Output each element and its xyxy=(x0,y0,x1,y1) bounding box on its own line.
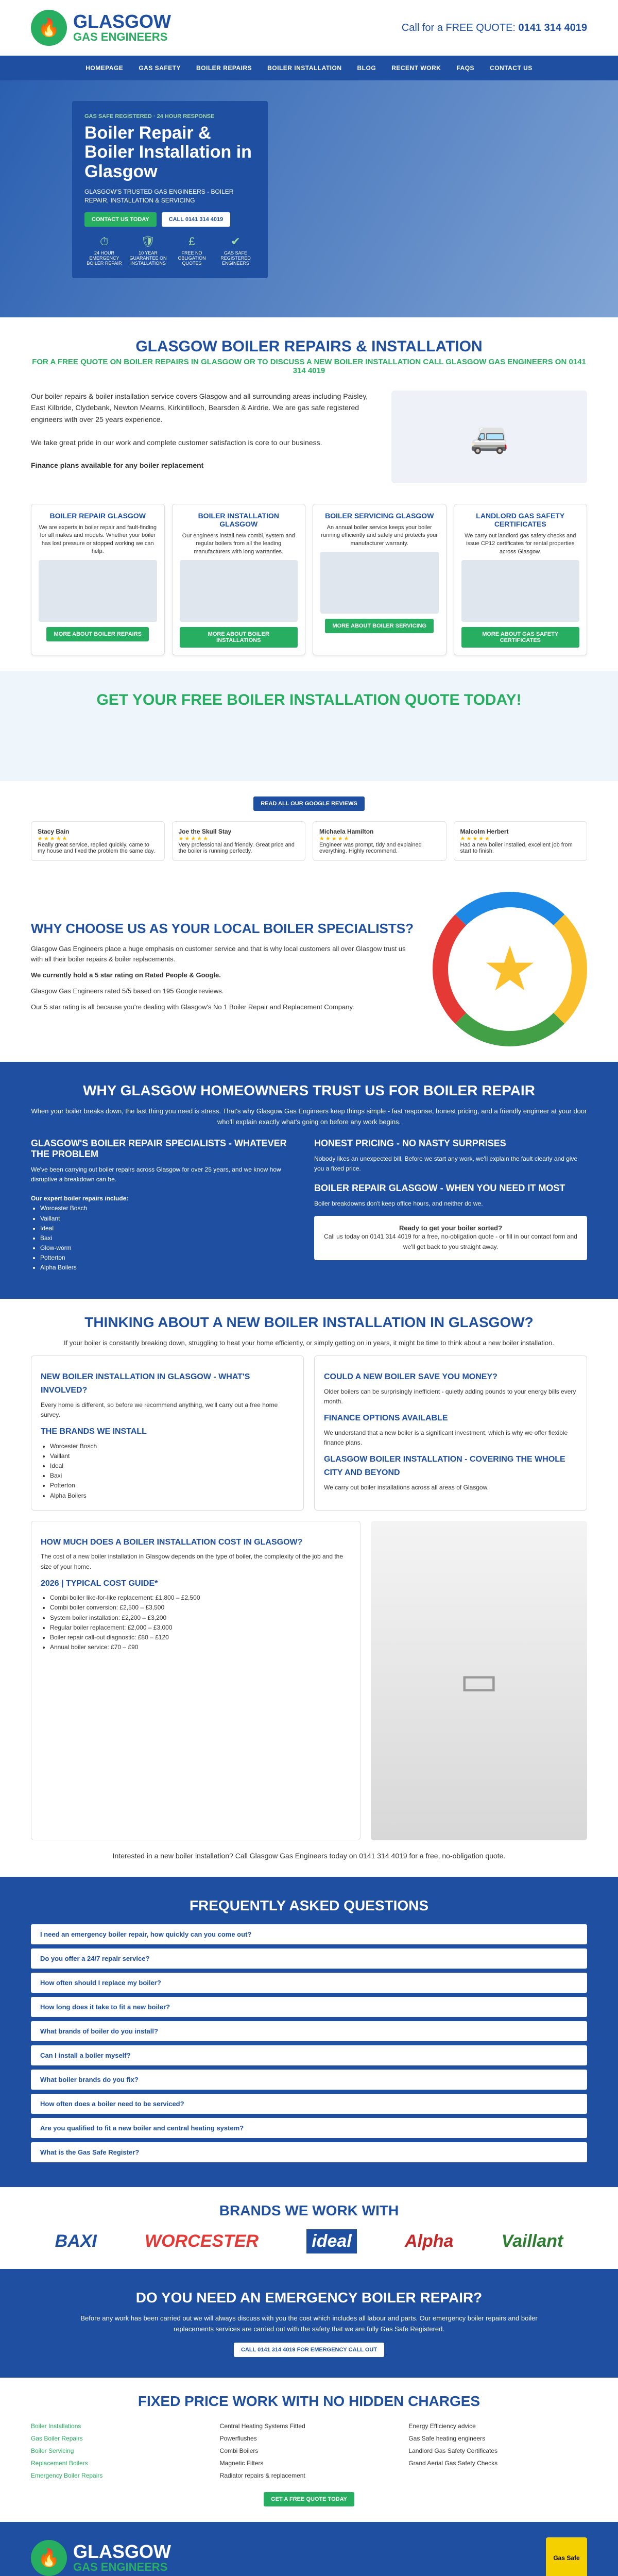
nav-item[interactable]: CONTACT US xyxy=(490,64,533,72)
faq-item[interactable]: What brands of boiler do you install? xyxy=(31,2021,587,2041)
brand-logo: BAXI xyxy=(55,2231,97,2251)
stars-icon: ★★★★★ xyxy=(319,836,350,842)
trust-col-text: Nobody likes an unexpected bill. Before we start any work, we'll explain the fault clearly and give you a fixed price. xyxy=(314,1155,578,1172)
van-image: 🚐 xyxy=(391,391,587,483)
box-title: THE BRANDS WE INSTALL xyxy=(41,1427,147,1436)
price-item: Powerflushes xyxy=(219,2435,257,2443)
emerg-text: Before any work has been carried out we will always discuss with you the cost which includes all labour and parts. Our emergency boiler repairs and boiler replacements services are carried out with the safety that we are fully Gas Safe Registered. xyxy=(80,2314,538,2333)
box-title: COULD A NEW BOILER SAVE YOU MONEY? xyxy=(324,1372,497,1382)
box-title: NEW BOILER INSTALLATION IN GLASGOW - WHAT'S INVOLVED? xyxy=(41,1372,250,1395)
reviewer-name: Malcolm Herbert xyxy=(460,828,509,836)
card-title: BOILER SERVICING GLASGOW xyxy=(325,512,434,520)
brand-logo: Vaillant xyxy=(501,2231,563,2251)
trust-col-text: We've been carrying out boiler repairs across Glasgow for over 25 years, and we know how disruptive a breakdown can be. xyxy=(31,1165,281,1183)
call-button[interactable]: CALL 0141 314 4019 xyxy=(162,212,231,227)
nav-item[interactable]: GAS SAFETY xyxy=(139,64,181,72)
boiler-image: ▭ xyxy=(371,1521,587,1840)
header-phone[interactable]: 0141 314 4019 xyxy=(518,22,587,33)
pound-icon: £ xyxy=(188,234,195,248)
card-button[interactable]: MORE ABOUT GAS SAFETY CERTIFICATES xyxy=(461,627,580,648)
price-item: Grand Aerial Gas Safety Checks xyxy=(408,2460,498,2467)
hero-text: GLASGOW'S TRUSTED GAS ENGINEERS - BOILER REPAIR, INSTALLATION & SERVICING xyxy=(84,188,234,204)
service-card xyxy=(172,504,306,655)
info-box xyxy=(314,1355,587,1510)
footer-logo-tagline: GAS ENGINEERS xyxy=(73,2561,168,2574)
brands-title: BRANDS WE WORK WITH xyxy=(219,2202,399,2218)
brand-logo: Alpha xyxy=(404,2231,454,2251)
reviewer-name: Michaela Hamilton xyxy=(319,828,374,836)
cost-box: HOW MUCH DOES A BOILER INSTALLATION COST IN GLASGOW? The cost of a new boiler installation in Glasgow depends on the type of boiler, the complexity of the job and the size of your home. 2026 | TYPICAL COST GUIDE* • Combi boiler like-for-like replacement: £1,800 – £2,500 • Combi boiler conversion: £2,500 – £3,500 • System boiler installation: £2,200 – £3,200 • Regular boiler replacement: £2,000 – £3,000 • Boiler repair call-out diagnostic: £80 – £120 • Annual boiler service: £70 – £90 xyxy=(31,1521,360,1840)
trust-col-title: BOILER REPAIR GLASGOW - WHEN YOU NEED IT MOST xyxy=(314,1183,565,1194)
reviewer-name: Stacy Bain xyxy=(38,828,70,836)
logo-name: GLASGOW xyxy=(73,10,171,32)
gas-safe-logo: Gas Safe xyxy=(546,2537,587,2576)
card-button[interactable]: MORE ABOUT BOILER SERVICING xyxy=(325,619,434,633)
free-quote-button[interactable]: GET A FREE QUOTE TODAY xyxy=(264,2492,354,2506)
price-title: FIXED PRICE WORK WITH NO HIDDEN CHARGES xyxy=(138,2393,480,2410)
intro-subtitle: FOR A FREE QUOTE ON BOILER REPAIRS IN GLASGOW OR TO DISCUSS A NEW BOILER INSTALLATION CALL GLASGOW GAS ENGINEERS ON 0141 314 4019 xyxy=(32,358,586,375)
box-text: Every home is different, so before we recommend anything, we'll carry out a free home survey. xyxy=(41,1401,278,1418)
review-card xyxy=(31,821,165,861)
nav-item[interactable]: BOILER INSTALLATION xyxy=(267,64,342,72)
call-prefix: Call for a FREE QUOTE: xyxy=(401,22,516,33)
card-title: BOILER REPAIR GLASGOW xyxy=(49,512,146,520)
service-card xyxy=(313,504,447,655)
price-link[interactable]: Replacement Boilers xyxy=(31,2460,88,2467)
why-paragraph: Glasgow Gas Engineers place a huge emphasis on customer service and that is why local customers all over Glasgow trust us with all their boiler repairs & boiler replacements. xyxy=(31,944,406,963)
service-card xyxy=(31,504,165,655)
review-text: Had a new boiler installed, excellent job from start to finish. xyxy=(460,842,573,855)
card-text: Our engineers install new combi, system and regular boilers from all the leading manufacturers with long warranties. xyxy=(182,533,295,555)
hero-box xyxy=(72,101,268,278)
star-logo-icon: ★ xyxy=(433,892,587,1046)
review-text: Really great service, replied quickly, came to my house and fixed the problem the same day. xyxy=(38,842,155,855)
ready-box xyxy=(314,1216,587,1260)
faq-section xyxy=(0,1877,618,2187)
review-text: Engineer was prompt, tidy and explained everything. Highly recommend. xyxy=(319,842,422,855)
footer xyxy=(0,2522,618,2576)
trust-section: WHY GLASGOW HOMEOWNERS TRUST US FOR BOILER REPAIR When your boiler breaks down, the last thing you need is stress. That's why Glasgow Gas Engineers keep things simple - fast response, honest pricing, and a friendly engineer at your door who'll explain exactly what's going on before any work begins. GLASGOW'S BOILER REPAIR SPECIALISTS - WHATEVER THE PROBLEM We've been carrying out boiler repairs across Glasgow for over 25 years, and we know how disruptive a breakdown can be. Our expert boiler repairs include: • Worcester Bosch • Vaillant • Ideal • Baxi • Glow-worm • Potterton • Alpha Boilers HONEST PRICING - NO NASTY SURPRISES Nobody likes an unexpected bill. Before we start any work, we'll explain the fault clearly and give you a fixed price. BOILER REPAIR GLASGOW - WHEN YOU NEED IT MOST Boiler breakdowns don't keep office hours, and neither do we. Ready to get your boiler sorted? Call us today on 0141 314 4019 for a free, no-obligation quote - or fill in our contact form and we'll get back to you straight away. xyxy=(0,1062,618,1298)
emerg-title: DO YOU NEED AN EMERGENCY BOILER REPAIR? xyxy=(135,2289,483,2306)
nav-item[interactable]: RECENT WORK xyxy=(391,64,441,72)
trust-list-title: Our expert boiler repairs include: xyxy=(31,1195,129,1202)
intro-finance: Finance plans available for any boiler replacement xyxy=(31,461,204,470)
shield-icon: 🛡 xyxy=(141,234,156,248)
price-item: Combi Boilers xyxy=(219,2447,259,2455)
faq-item[interactable]: How often does a boiler need to be serviced? xyxy=(31,2094,587,2114)
logo-tagline: GAS ENGINEERS xyxy=(73,30,168,43)
faq-title: FREQUENTLY ASKED QUESTIONS xyxy=(189,1897,429,1913)
feature: £ FREE NO OBLIGATION QUOTES xyxy=(172,235,212,266)
why-paragraph: Our 5 star rating is all because you're dealing with Glasgow's No 1 Boiler Repair and Replacement Company. xyxy=(31,1003,354,1011)
brands-section xyxy=(31,2187,587,2269)
newb-cta: Interested in a new boiler installation? Call Glasgow Gas Engineers today on 0141 314 4019 for a free, no-obligation quote. xyxy=(112,1851,506,1860)
header-call[interactable] xyxy=(402,22,587,34)
card-image xyxy=(180,560,298,622)
nav-item[interactable]: FAQS xyxy=(456,64,475,72)
main-nav xyxy=(0,56,618,80)
faq-item[interactable]: What boiler brands do you fix? xyxy=(31,2070,587,2090)
reviewer-name: Joe the Skull Stay xyxy=(178,828,232,836)
newb-lead: If your boiler is constantly breaking down, struggling to heat your home efficiently, or simply getting on in years, it might be time to think about a new boiler installation. xyxy=(64,1338,554,1347)
card-button[interactable]: MORE ABOUT BOILER REPAIRS xyxy=(46,627,149,641)
intro-title: GLASGOW BOILER REPAIRS & INSTALLATION xyxy=(135,338,483,355)
review-card xyxy=(172,821,306,861)
ready-text: Call us today on 0141 314 4019 for a free, no-obligation quote - or fill in our contact form and we'll get back to you straight away. xyxy=(324,1233,577,1250)
trust-col-text: Boiler breakdowns don't keep office hours, and neither do we. xyxy=(314,1200,483,1208)
price-item: Central Heating Systems Fitted xyxy=(219,2422,305,2430)
card-button[interactable]: MORE ABOUT BOILER INSTALLATIONS xyxy=(180,627,298,648)
card-text: We carry out landlord gas safety checks and issue CP12 certificates for rental properties across Glasgow. xyxy=(465,533,576,555)
flame-icon: 🔥 xyxy=(31,10,67,46)
intro-paragraph: Our boiler repairs & boiler installation service covers Glasgow and all surrounding areas including Paisley, East Kilbride, Clydebank, Newton Mearns, Kirkintilloch, Bearsden & Airdrie. We are gas safe registered engineers with over 25 years experience. xyxy=(31,392,368,423)
quote-section xyxy=(0,671,618,781)
info-box: NEW BOILER INSTALLATION IN GLASGOW - WHAT'S INVOLVED? Every home is different, so before we recommend anything, we'll carry out a free home survey. THE BRANDS WE INSTALL • Worcester Bosch • Vaillant • Ideal • Baxi • Potterton • Alpha Boilers xyxy=(31,1355,304,1510)
why-title: WHY CHOOSE US AS YOUR LOCAL BOILER SPECIALISTS? xyxy=(31,920,414,936)
reviews xyxy=(31,781,587,876)
brand-logo: WORCESTER xyxy=(145,2231,259,2251)
cost-title: HOW MUCH DOES A BOILER INSTALLATION COST IN GLASGOW? xyxy=(41,1537,303,1547)
price-link[interactable]: Boiler Installations xyxy=(31,2422,81,2430)
faq-item[interactable]: I need an emergency boiler repair, how quickly can you come out? xyxy=(31,1924,587,1944)
box-title: GLASGOW BOILER INSTALLATION - COVERING THE WHOLE CITY AND BEYOND xyxy=(324,1455,565,1477)
card-text: We are experts in boiler repair and fault-finding for all makes and models. Whether your boiler has lost pressure or stopped working we can help. xyxy=(39,524,157,555)
trust-lead: When your boiler breaks down, the last thing you need is stress. That's why Glasgow Gas Engineers keep things simple - fast response, honest pricing, and a friendly engineer at your door who'll explain exactly what's going on before any work begins. xyxy=(31,1107,587,1126)
brand-logo: ideal xyxy=(306,2229,356,2253)
card-image xyxy=(461,560,580,622)
nav-item[interactable]: BOILER REPAIRS xyxy=(196,64,252,72)
review-card xyxy=(454,821,588,861)
box-text: We carry out boiler installations across all areas of Glasgow. xyxy=(324,1483,489,1491)
faq-item[interactable]: How long does it take to fit a new boiler? xyxy=(31,1997,587,2017)
price-link[interactable]: Emergency Boiler Repairs xyxy=(31,2472,103,2480)
price-item: Gas Safe heating engineers xyxy=(408,2435,486,2443)
why-paragraph: Glasgow Gas Engineers rated 5/5 based on 195 Google reviews. xyxy=(31,987,224,995)
box-text: We understand that a new boiler is a significant investment, which is why we offer flexible finance plans. xyxy=(324,1429,568,1447)
reviews-button[interactable]: READ ALL OUR GOOGLE REVIEWS xyxy=(253,796,365,811)
site-logo[interactable] xyxy=(31,10,171,46)
faq-item[interactable]: Can I install a boiler myself? xyxy=(31,2045,587,2065)
faq-item[interactable]: How often should I replace my boiler? xyxy=(31,1973,587,1993)
nav-item[interactable]: BLOG xyxy=(357,64,376,72)
site-header xyxy=(0,0,618,56)
card-image xyxy=(39,560,157,622)
price-item: Landlord Gas Safety Certificates xyxy=(408,2447,498,2455)
faq-item[interactable]: What is the Gas Safe Register? xyxy=(31,2142,587,2162)
clock-icon: ⏱ xyxy=(99,234,109,248)
trust-title: WHY GLASGOW HOMEOWNERS TRUST US FOR BOILER REPAIR xyxy=(83,1082,535,1099)
nav-item[interactable]: HOMEPAGE xyxy=(85,64,124,72)
trust-col-title: HONEST PRICING - NO NASTY SURPRISES xyxy=(314,1138,506,1148)
price-link[interactable]: Boiler Servicing xyxy=(31,2447,74,2455)
why-paragraph: We currently hold a 5 star rating on Rated People & Google. xyxy=(31,971,221,979)
footer-logo-name: GLASGOW xyxy=(73,2541,171,2563)
price-section xyxy=(31,2378,587,2522)
ready-title: Ready to get your boiler sorted? xyxy=(399,1224,503,1232)
faq-item[interactable]: Do you offer a 24/7 repair service? xyxy=(31,1948,587,1969)
why-section xyxy=(31,876,587,1062)
price-item: Radiator repairs & replacement xyxy=(219,2472,305,2480)
box-text: Older boilers can be surprisingly inefficient - quietly adding pounds to your energy bills every month. xyxy=(324,1388,576,1405)
price-link[interactable]: Gas Boiler Repairs xyxy=(31,2435,83,2443)
stars-icon: ★★★★★ xyxy=(38,836,68,842)
feature: ✔ GAS SAFE REGISTERED ENGINEERS xyxy=(216,235,255,266)
emergency-section xyxy=(0,2269,618,2378)
box-title: FINANCE OPTIONS AVAILABLE xyxy=(324,1414,448,1423)
trust-col-title: GLASGOW'S BOILER REPAIR SPECIALISTS - WHATEVER THE PROBLEM xyxy=(31,1138,287,1159)
cost-text: The cost of a new boiler installation in Glasgow depends on the type of boiler, the complexity of the job and the size of your home. xyxy=(41,1553,344,1570)
stars-icon: ★★★★★ xyxy=(178,836,209,842)
stars-icon: ★★★★★ xyxy=(460,836,491,842)
check-icon: ✔ xyxy=(231,234,241,248)
quote-title: GET YOUR FREE BOILER INSTALLATION QUOTE TODAY! xyxy=(96,691,522,709)
flame-icon: 🔥 xyxy=(31,2540,67,2576)
hero xyxy=(0,80,618,317)
card-title: BOILER INSTALLATION GLASGOW xyxy=(198,512,279,528)
price-item: Magnetic Filters xyxy=(219,2460,264,2467)
feature: 🛡 10 YEAR GUARANTEE ON INSTALLATIONS xyxy=(128,235,168,266)
price-item: Energy Efficiency advice xyxy=(408,2422,476,2430)
card-image xyxy=(320,552,439,614)
feature: ⏱ 24 HOUR EMERGENCY BOILER REPAIR xyxy=(84,235,124,266)
emergency-call-button[interactable]: CALL 0141 314 4019 FOR EMERGENCY CALL OUT xyxy=(234,2343,384,2357)
cost-subtitle: 2026 | TYPICAL COST GUIDE* xyxy=(41,1579,158,1588)
review-card xyxy=(313,821,447,861)
new-boiler-section xyxy=(31,1299,587,1861)
review-text: Very professional and friendly. Great price and the boiler is running perfectly. xyxy=(178,842,295,855)
card-title: LANDLORD GAS SAFETY CERTIFICATES xyxy=(476,512,565,528)
hero-kicker: GAS SAFE REGISTERED · 24 HOUR RESPONSE xyxy=(84,113,215,120)
hero-title: Boiler Repair & Boiler Installation in Glasgow xyxy=(84,123,252,181)
contact-button[interactable]: CONTACT US TODAY xyxy=(84,212,157,227)
intro-paragraph: We take great pride in our work and complete customer satisfaction is core to our business. xyxy=(31,438,322,447)
service-card xyxy=(454,504,588,655)
newb-title: THINKING ABOUT A NEW BOILER INSTALLATION IN GLASGOW? xyxy=(84,1314,534,1330)
footer-logo[interactable] xyxy=(31,2540,171,2576)
faq-item[interactable]: Are you qualified to fit a new boiler and central heating system? xyxy=(31,2118,587,2138)
card-text: An annual boiler service keeps your boiler running efficiently and safely and protects your manufacturer warranty. xyxy=(321,524,438,547)
